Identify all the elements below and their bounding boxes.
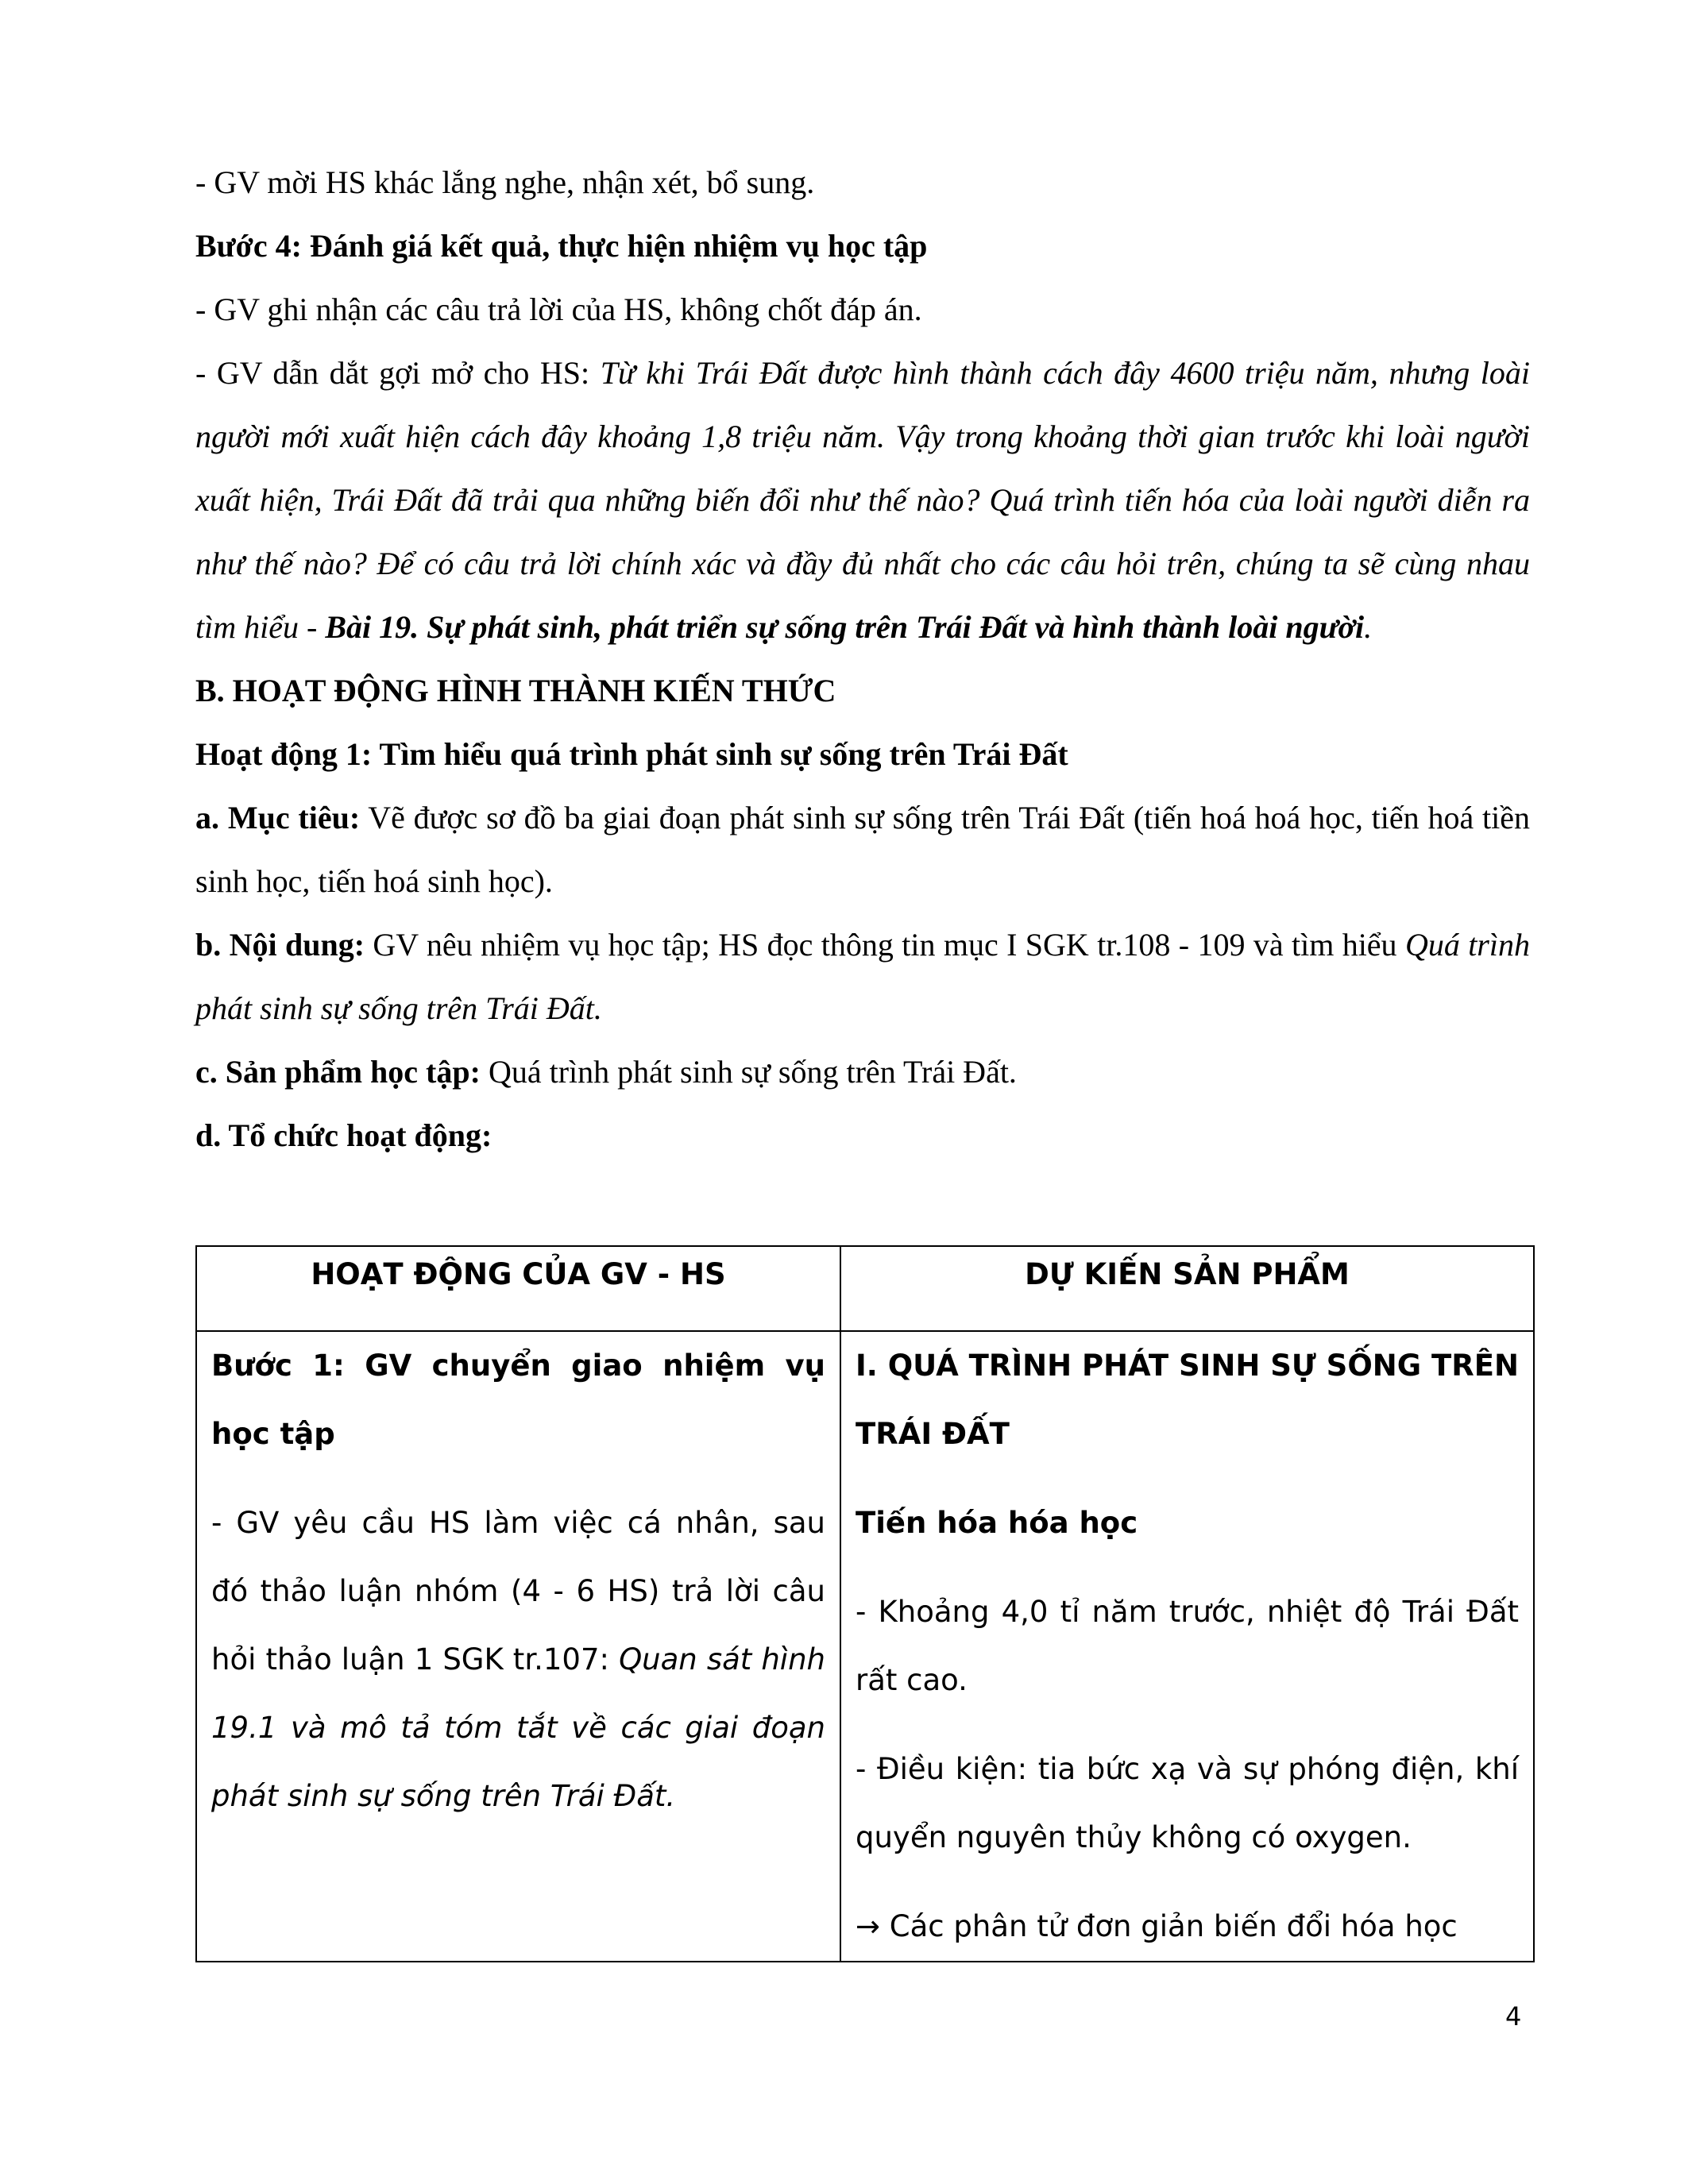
task-paragraph [211,1489,825,1831]
product-label: c. Sản phẩm học tập: [195,1054,481,1090]
guiding-question: Từ khi Trái Đất được hình thành cách đây 4600 triệu năm, nhưng loài người mới xuất hiện cách đây khoảng 1,8 triệu năm. Vậy trong khoảng thời gian trước khi loài người xuất hiện, Trái Đất đã trải qua những biến đổi như thế nào? Quá trình tiến hóa của loài người diễn ra như thế nào? Để có câu trả lời chính xác và đầy đủ nhất cho các câu hỏi trên, chúng ta sẽ cùng nhau tìm hiểu - [195,355,1531,645]
list-item: → Các phân tử đơn giản biến đổi hóa học [856,1909,1458,1943]
paragraph-gv-ghi-nhan: - GV ghi nhận các câu trả lời của HS, không chốt đáp án. [195,291,922,327]
right-cell [840,1331,1534,1962]
list-item: - Điều kiện: tia bức xạ và sự phóng điện, khí quyển nguyên thủy không có oxygen. [856,1752,1519,1854]
header-expected-product: DỰ KIẾN SẢN PHẨM [840,1246,1534,1331]
step-4-heading: Bước 4: Đánh giá kết quả, thực hiện nhiệm vụ học tập [195,228,928,264]
step-1-heading: Bước 1: GV chuyển giao nhiệm vụ học tập [211,1349,825,1451]
header-teacher-student: HOẠT ĐỘNG CỦA GV - HS [196,1246,840,1331]
task-text: - GV yêu cầu HS làm việc cá nhân, sau đó thảo luận nhóm (4 - 6 HS) trả lời câu hỏi thảo luận 1 SGK tr.107: [211,1506,825,1677]
content-paragraph [195,913,1530,1040]
product-text: Quá trình phát sinh sự sống trên Trái Đất. [480,1054,1017,1090]
page-number: 4 [1505,2001,1522,2032]
table-header-row [196,1246,1534,1331]
content-label: b. Nội dung: [195,927,365,963]
lesson-title: Bài 19. Sự phát sinh, phát triển sự sống trên Trái Đất và hình thành loài người [325,609,1365,645]
left-cell [196,1331,840,1962]
content-topic: Quá trình phát sinh sự sống trên Trái Đất. [195,927,1530,1026]
activity-1-heading: Hoạt động 1: Tìm hiểu quá trình phát sinh sự sống trên Trái Đất [195,736,1068,772]
content-text: GV nêu nhiệm vụ học tập; HS đọc thông tin mục I SGK tr.108 - 109 và tìm hiểu [365,927,1405,963]
paragraph-gv-dan-dat [195,341,1530,659]
lead-text: - GV dẫn dắt gợi mở cho HS: [195,355,601,391]
activity-table [195,1245,1535,1962]
section-b-heading: B. HOẠT ĐỘNG HÌNH THÀNH KIẾN THỨC [195,673,836,708]
objective-label: a. Mục tiêu: [195,800,361,835]
section-i-heading: I. QUÁ TRÌNH PHÁT SINH SỰ SỐNG TRÊN TRÁI ĐẤT [856,1349,1519,1451]
chemical-evolution-heading: Tiến hóa hóa học [856,1506,1138,1540]
task-question: Quan sát hình 19.1 và mô tả tóm tắt về các giai đoạn phát sinh sự sống trên Trái Đất. [211,1642,825,1813]
objective-paragraph [195,786,1530,913]
table-row [196,1331,1534,1962]
paragraph-gv-moi-hs: - GV mời HS khác lắng nghe, nhận xét, bổ sung. [195,164,815,200]
period: . [1364,609,1373,645]
document-body [195,151,1530,1167]
list-item: - Khoảng 4,0 tỉ năm trước, nhiệt độ Trái Đất rất cao. [856,1595,1519,1697]
objective-text: Vẽ được sơ đồ ba giai đoạn phát sinh sự sống trên Trái Đất (tiến hoá hoá học, tiến hoá tiền sinh học, tiến hoá sinh học). [195,800,1530,899]
organization-label: d. Tổ chức hoạt động: [195,1117,492,1153]
product-paragraph [195,1040,1530,1104]
